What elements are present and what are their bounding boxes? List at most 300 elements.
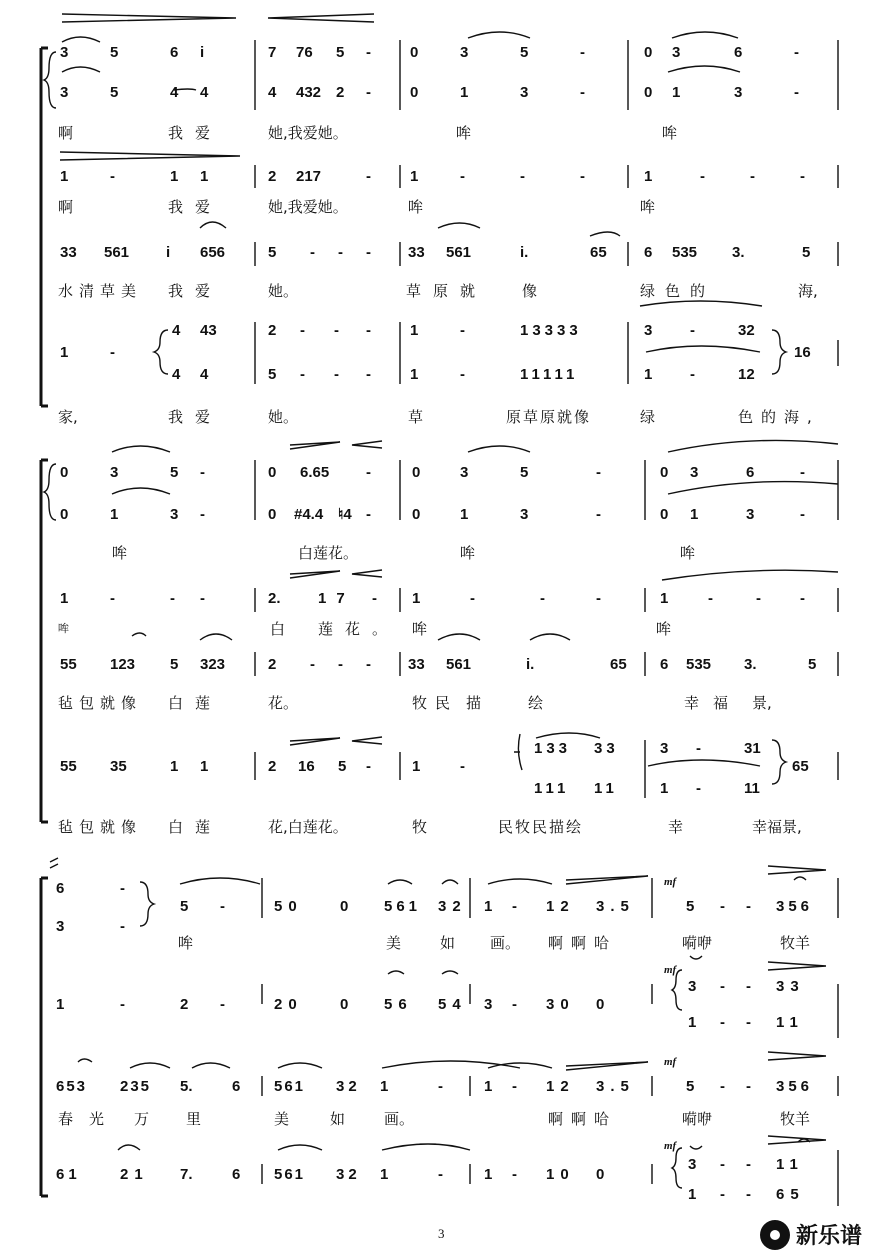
s2-melody-5: 2 bbox=[268, 656, 277, 673]
s1-bass-b2: 4 bbox=[200, 366, 209, 383]
s3-melody-11: 12 bbox=[546, 1078, 575, 1095]
lyric-line-8-d: 牧 bbox=[412, 818, 428, 836]
s3-tenor-11: 30 bbox=[546, 996, 575, 1013]
s3-bass-2: 21 bbox=[120, 1166, 149, 1183]
s1-alto-3: 4 bbox=[170, 84, 179, 101]
lyric-line-10-h: 嗬咿 bbox=[682, 1110, 713, 1128]
s3-tenor-4: - bbox=[220, 996, 225, 1013]
s1-bass-10: - bbox=[460, 322, 465, 339]
s2-alto-15: 3 bbox=[746, 506, 755, 523]
watermark-logo bbox=[760, 1219, 862, 1250]
lyric-line-2-d: 哞 bbox=[408, 198, 424, 216]
lyric-line-4-g: 色的海, bbox=[738, 408, 820, 426]
lyric-line-8-a: 毡包就像 bbox=[58, 818, 143, 836]
s1-soprano-m1-4: i bbox=[200, 44, 205, 61]
s2-bass-b5: 11 bbox=[744, 780, 760, 797]
s3-melody-7: 1 bbox=[380, 1078, 389, 1095]
s2-bass-7: 5 bbox=[338, 758, 347, 775]
s1-soprano-m4-1: 0 bbox=[644, 44, 653, 61]
lyric-line-4-f: 绿 bbox=[640, 408, 656, 426]
s3-soprano-14: - bbox=[720, 898, 725, 915]
s2-soprano-8: 0 bbox=[412, 464, 421, 481]
lyric-line-4-b: 我爱 bbox=[168, 408, 223, 426]
lyric-line-10-i: 牧羊 bbox=[780, 1110, 811, 1128]
s1-melody-16: 5 bbox=[802, 244, 811, 261]
s3-bass-14: - bbox=[720, 1156, 725, 1173]
s1-tenor-8: 1 bbox=[410, 168, 419, 185]
s3-melody-12: 3.5 bbox=[596, 1078, 635, 1095]
s2-soprano-10: 5 bbox=[520, 464, 529, 481]
s3-melody-14: - bbox=[720, 1078, 725, 1095]
s3-tenor-5: 20 bbox=[274, 996, 303, 1013]
s3-tenor-1: 1 bbox=[56, 996, 65, 1013]
s1-alto-1: 3 bbox=[60, 84, 69, 101]
lyric-line-2-b: 我爱 bbox=[168, 198, 223, 216]
dynamic-mf-2: mf bbox=[664, 964, 677, 976]
s2-bass-1: 55 bbox=[60, 758, 77, 775]
lyric-line-5-b: 白莲花。 bbox=[298, 544, 359, 562]
s2-melody-3: 5 bbox=[170, 656, 179, 673]
lyric-line-5-a: 哞 bbox=[112, 544, 128, 562]
s1-alto-10: 1 bbox=[460, 84, 469, 101]
s1-alto-16: - bbox=[794, 84, 799, 101]
s3-bass-b3: - bbox=[746, 1186, 751, 1203]
s1-soprano-m1-2: 5 bbox=[110, 44, 119, 61]
s1-bass-1: 1 bbox=[60, 344, 69, 361]
s1-tenor-11: - bbox=[580, 168, 585, 185]
s1-melody-11: i. bbox=[520, 244, 529, 261]
s1-bass-b5: - bbox=[334, 366, 339, 383]
lyric-line-7-c: 花。 bbox=[268, 694, 299, 712]
s2-soprano-2: 3 bbox=[110, 464, 119, 481]
s3-bass-b4: 65 bbox=[776, 1186, 805, 1203]
s2-alto-12: - bbox=[596, 506, 601, 523]
lyric-line-7-d: 牧民 bbox=[412, 694, 459, 712]
lyric-line-10-b: 万 bbox=[134, 1110, 150, 1128]
lyric-line-3-f: 绿色的 bbox=[640, 282, 716, 300]
s3-tenor-b2: - bbox=[720, 1014, 725, 1031]
lyric-line-6-b: 白 bbox=[270, 620, 286, 638]
s2-bass-b3: 1 bbox=[660, 780, 669, 797]
s1-bass-15: 16 bbox=[794, 344, 811, 361]
s2-alto-2: 1 bbox=[110, 506, 119, 523]
s1-alto-12: - bbox=[580, 84, 585, 101]
s2-alto-5: 0 bbox=[268, 506, 277, 523]
s2-soprano-14: 6 bbox=[746, 464, 755, 481]
s3-soprano-16: 356 bbox=[776, 898, 814, 915]
s2-tenor-10: - bbox=[540, 590, 545, 607]
s2-bass-12: 33 bbox=[594, 740, 619, 757]
s2-bass-6: 16 bbox=[298, 758, 315, 775]
s2-melody-1: 55 bbox=[60, 656, 77, 673]
s1-melody-15: 3. bbox=[732, 244, 745, 261]
s2-tenor-7: - bbox=[372, 590, 377, 607]
s3-melody-1: 653 bbox=[56, 1078, 88, 1095]
lyric-line-7-b: 白莲 bbox=[168, 694, 223, 712]
s2-melody-9: 33 bbox=[408, 656, 425, 673]
s2-tenor-14: - bbox=[756, 590, 761, 607]
s1-bass-12: 3 bbox=[644, 322, 653, 339]
s3-soprano-7: 561 bbox=[384, 898, 422, 915]
s2-soprano-7: - bbox=[366, 464, 371, 481]
lyric-line-10-g: 啊啊哈 bbox=[548, 1110, 618, 1128]
s1-melody-3: i bbox=[166, 244, 171, 261]
s2-melody-13: 6 bbox=[660, 656, 669, 673]
lyric-line-2-c: 她,我爱她。 bbox=[268, 198, 348, 216]
s2-bass-b1: 111 bbox=[534, 780, 570, 797]
lyric-line-6-e: 哞 bbox=[656, 620, 672, 638]
s2-tenor-13: - bbox=[708, 590, 713, 607]
s2-alto-3: 3 bbox=[170, 506, 179, 523]
lyric-line-3-e: 像 bbox=[522, 282, 538, 300]
s1-melody-9: 33 bbox=[408, 244, 425, 261]
s1-tenor-15: - bbox=[800, 168, 805, 185]
lyric-line-3-b: 我爱 bbox=[168, 282, 223, 300]
s3-tenor-6: 0 bbox=[340, 996, 349, 1013]
dynamic-mf-3: mf bbox=[664, 1056, 677, 1068]
s2-bass-2: 35 bbox=[110, 758, 127, 775]
s2-soprano-4: - bbox=[200, 464, 205, 481]
s2-bass-10: - bbox=[460, 758, 465, 775]
s1-tenor-7: - bbox=[366, 168, 371, 185]
s2-bass-3: 1 bbox=[170, 758, 179, 775]
lyric-line-1-d: 哞 bbox=[456, 124, 472, 142]
s3-tenor-3: 2 bbox=[180, 996, 189, 1013]
s2-tenor-6: 17 bbox=[318, 590, 355, 607]
s1-melody-13: 6 bbox=[644, 244, 653, 261]
s3-soprano-13: 5 bbox=[686, 898, 695, 915]
s1-tenor-14: - bbox=[750, 168, 755, 185]
s1-bass-4: 43 bbox=[200, 322, 217, 339]
s3-bass-3: 7. bbox=[180, 1166, 193, 1183]
s3-melody-3: 5. bbox=[180, 1078, 193, 1095]
s2-soprano-9: 3 bbox=[460, 464, 469, 481]
s1-bass-b9: 11111 bbox=[520, 366, 579, 383]
lyric-line-5-c: 哞 bbox=[460, 544, 476, 562]
s1-bass-5: 2 bbox=[268, 322, 277, 339]
s3-alto-upper-1: 3 bbox=[56, 918, 65, 935]
s1-bass-13: - bbox=[690, 322, 695, 339]
s1-bass-2: - bbox=[110, 344, 115, 361]
s3-tenor-b1: 1 bbox=[688, 1014, 697, 1031]
s1-alto-9: 0 bbox=[410, 84, 419, 101]
s2-soprano-1: 0 bbox=[60, 464, 69, 481]
s2-tenor-15: - bbox=[800, 590, 805, 607]
s3-bass-1: 61 bbox=[56, 1166, 81, 1183]
s2-tenor-5: 2. bbox=[268, 590, 281, 607]
lyric-line-6-d: 哞 bbox=[412, 620, 428, 638]
s3-bass-5: 561 bbox=[274, 1166, 306, 1183]
s3-melody-8: - bbox=[438, 1078, 443, 1095]
s3-tenor-8: 54 bbox=[438, 996, 467, 1013]
s2-alto-4: - bbox=[200, 506, 205, 523]
s2-melody-16: 5 bbox=[808, 656, 817, 673]
s1-tenor-9: - bbox=[460, 168, 465, 185]
s3-tenor-16: 33 bbox=[776, 978, 805, 995]
s3-melody-2: 235 bbox=[120, 1078, 152, 1095]
s1-bass-6: - bbox=[300, 322, 305, 339]
s1-melody-1: 33 bbox=[60, 244, 77, 261]
lyric-line-8-g: 幸福景, bbox=[752, 818, 802, 836]
s1-bass-b6: - bbox=[366, 366, 371, 383]
s3-melody-16: 356 bbox=[776, 1078, 814, 1095]
dynamic-mf-4: mf bbox=[664, 1140, 677, 1152]
s3-bass-b1: 1 bbox=[688, 1186, 697, 1203]
lyric-line-3-d: 草原就 bbox=[406, 282, 488, 300]
s3-bass-9: 1 bbox=[484, 1166, 493, 1183]
page-number: 3 bbox=[438, 1226, 445, 1241]
s3-alto-upper-2: - bbox=[120, 918, 125, 935]
s1-melody-12: 65 bbox=[590, 244, 607, 261]
s2-alto-9: 0 bbox=[412, 506, 421, 523]
s3-bass-4: 6 bbox=[232, 1166, 241, 1183]
s1-bass-b12: 12 bbox=[738, 366, 755, 383]
s1-bass-7: - bbox=[334, 322, 339, 339]
lyric-line-9-f: 嗬咿 bbox=[682, 934, 713, 952]
s3-melody-4: 6 bbox=[232, 1078, 241, 1095]
s2-soprano-12: 0 bbox=[660, 464, 669, 481]
s3-bass-13: 3 bbox=[688, 1156, 697, 1173]
s2-bass-b2: 11 bbox=[594, 780, 618, 797]
s1-bass-3: 4 bbox=[172, 322, 181, 339]
s3-tenor-10: - bbox=[512, 996, 517, 1013]
s1-tenor-1: 1 bbox=[60, 168, 69, 185]
s2-tenor-9: - bbox=[470, 590, 475, 607]
s1-tenor-4: 1 bbox=[200, 168, 209, 185]
s3-soprano-9: 1 bbox=[484, 898, 493, 915]
lyric-line-1-c: 她,我爱她。 bbox=[268, 124, 348, 142]
s1-bass-b4: - bbox=[300, 366, 305, 383]
s3-bass-10: - bbox=[512, 1166, 517, 1183]
s3-melody-10: - bbox=[512, 1078, 517, 1095]
s1-alto-6: 432 bbox=[296, 84, 322, 101]
s3-tenor-12: 0 bbox=[596, 996, 605, 1013]
s3-soprano-1: 6 bbox=[56, 880, 65, 897]
s3-tenor-9: 3 bbox=[484, 996, 493, 1013]
lyric-line-9-a: 哞 bbox=[178, 934, 194, 952]
s3-tenor-7: 56 bbox=[384, 996, 413, 1013]
s1-tenor-12: 1 bbox=[644, 168, 653, 185]
lyric-line-3-a: 水清草美 bbox=[58, 282, 143, 300]
s1-melody-8: - bbox=[366, 244, 371, 261]
s3-bass-8: - bbox=[438, 1166, 443, 1183]
s2-alto-6: #4.4 bbox=[294, 506, 324, 523]
s1-melody-10: 561 bbox=[446, 244, 472, 261]
s1-soprano-m2-1: 7 bbox=[268, 44, 277, 61]
s1-soprano-m3-1: 0 bbox=[410, 44, 419, 61]
s2-melody-10: 561 bbox=[446, 656, 472, 673]
s3-soprano-4: - bbox=[220, 898, 225, 915]
s3-tenor-b4: 11 bbox=[776, 1014, 804, 1031]
lyric-line-5-d: 哞 bbox=[680, 544, 696, 562]
lyric-line-2-e: 哞 bbox=[640, 198, 656, 216]
s1-soprano-m2-3: 5 bbox=[336, 44, 345, 61]
lyric-line-10-a: 春光 bbox=[58, 1110, 121, 1128]
s1-soprano-m1-3: 6 bbox=[170, 44, 179, 61]
s3-soprano-15: - bbox=[746, 898, 751, 915]
s2-soprano-5: 0 bbox=[268, 464, 277, 481]
s1-alto-15: 3 bbox=[734, 84, 743, 101]
lyric-line-9-g: 牧羊 bbox=[780, 934, 811, 952]
s1-melody-14: 535 bbox=[672, 244, 698, 261]
lyric-line-9-c: 如 bbox=[440, 934, 456, 952]
s1-soprano-m3-3: 5 bbox=[520, 44, 529, 61]
lyric-line-4-c: 她。 bbox=[268, 408, 299, 426]
s2-bass-b4: - bbox=[696, 780, 701, 797]
lyric-line-4-d: 草 bbox=[408, 408, 424, 426]
s1-tenor-6: 217 bbox=[296, 168, 322, 185]
lyric-line-7-g: 幸福 bbox=[684, 694, 743, 712]
s2-tenor-12: 1 bbox=[660, 590, 669, 607]
s2-melody-7: - bbox=[338, 656, 343, 673]
s1-bass-14: 32 bbox=[738, 322, 755, 339]
lyric-line-1-e: 哞 bbox=[662, 124, 678, 142]
s2-tenor-11: - bbox=[596, 590, 601, 607]
s1-melody-6: - bbox=[310, 244, 315, 261]
s1-tenor-10: - bbox=[520, 168, 525, 185]
s2-tenor-1: 1 bbox=[60, 590, 69, 607]
s3-melody-9: 1 bbox=[484, 1078, 493, 1095]
s1-bass-b8: - bbox=[460, 366, 465, 383]
lyric-line-7-h: 景, bbox=[752, 694, 772, 712]
s2-alto-11: 3 bbox=[520, 506, 529, 523]
s3-soprano-10: - bbox=[512, 898, 517, 915]
s3-tenor-b3: - bbox=[746, 1014, 751, 1031]
s3-tenor-15: - bbox=[746, 978, 751, 995]
s3-bass-11: 10 bbox=[546, 1166, 575, 1183]
s1-melody-4: 656 bbox=[200, 244, 226, 261]
s2-melody-12: 65 bbox=[610, 656, 627, 673]
s2-bass-11: 133 bbox=[534, 740, 572, 757]
s1-alto-2: 5 bbox=[110, 84, 119, 101]
s1-soprano-m4-2: 3 bbox=[672, 44, 681, 61]
s1-soprano-m2-4: - bbox=[366, 44, 371, 61]
lyric-line-1-a: 啊 bbox=[58, 124, 74, 142]
s1-bass-11: 13333 bbox=[520, 322, 582, 339]
s1-soprano-m2-2: 76 bbox=[296, 44, 313, 61]
s3-tenor-14: - bbox=[720, 978, 725, 995]
s3-bass-15: - bbox=[746, 1156, 751, 1173]
s2-bass-5: 2 bbox=[268, 758, 277, 775]
s2-bass-9: 1 bbox=[412, 758, 421, 775]
s2-tenor-4: - bbox=[200, 590, 205, 607]
s2-bass-13: 3 bbox=[660, 740, 669, 757]
s2-alto-8: - bbox=[366, 506, 371, 523]
s2-melody-8: - bbox=[366, 656, 371, 673]
lyric-line-7-e: 描 bbox=[466, 694, 482, 712]
lyric-line-2-a: 啊 bbox=[58, 198, 74, 216]
s1-melody-5: 5 bbox=[268, 244, 277, 261]
s1-soprano-m4-3: 6 bbox=[734, 44, 743, 61]
s2-bass-8: - bbox=[366, 758, 371, 775]
lyric-line-10-f: 画。 bbox=[384, 1110, 415, 1128]
lyric-line-8-f: 幸 bbox=[668, 818, 684, 836]
lyric-line-6-c: 莲花。 bbox=[318, 620, 400, 638]
s1-soprano-m3-2: 3 bbox=[460, 44, 469, 61]
s2-melody-15: 3. bbox=[744, 656, 757, 673]
s2-alto-13: 0 bbox=[660, 506, 669, 523]
lyric-line-10-c: 里 bbox=[186, 1110, 202, 1128]
s3-soprano-5: 50 bbox=[274, 898, 303, 915]
s1-alto-13: 0 bbox=[644, 84, 653, 101]
lyric-line-7-f: 绘 bbox=[528, 694, 544, 712]
lyric-line-6-a: 哞 bbox=[58, 622, 69, 635]
s3-soprano-8: 32 bbox=[438, 898, 467, 915]
s2-soprano-15: - bbox=[800, 464, 805, 481]
vinyl-disc-icon bbox=[760, 1220, 790, 1250]
s1-tenor-13: - bbox=[700, 168, 705, 185]
watermark-text: 新乐谱 bbox=[796, 1224, 863, 1249]
s2-alto-7: ♮4 bbox=[338, 506, 352, 523]
lyric-line-10-e: 如 bbox=[330, 1110, 346, 1128]
lyric-line-1-b: 我爱 bbox=[168, 124, 223, 142]
lyric-line-10-d: 美 bbox=[274, 1110, 290, 1128]
lyric-line-8-c: 花,白莲花。 bbox=[268, 818, 348, 836]
s1-bass-b3: 5 bbox=[268, 366, 277, 383]
s3-bass-16: 11 bbox=[776, 1156, 804, 1173]
s2-melody-14: 535 bbox=[686, 656, 712, 673]
s2-melody-4: 323 bbox=[200, 656, 226, 673]
s2-melody-11: i. bbox=[526, 656, 535, 673]
s2-tenor-8: 1 bbox=[412, 590, 421, 607]
s2-alto-14: 1 bbox=[690, 506, 699, 523]
s1-soprano-m4-4: - bbox=[794, 44, 799, 61]
s2-tenor-2: - bbox=[110, 590, 115, 607]
s2-bass-15: 31 bbox=[744, 740, 761, 757]
s1-bass-b7: 1 bbox=[410, 366, 419, 383]
s3-melody-15: - bbox=[746, 1078, 751, 1095]
lyric-line-9-b: 美 bbox=[386, 934, 402, 952]
s3-melody-6: 32 bbox=[336, 1078, 361, 1095]
s1-alto-4: 4 bbox=[200, 84, 209, 101]
s1-tenor-3: 1 bbox=[170, 168, 179, 185]
s3-soprano-11: 12 bbox=[546, 898, 575, 915]
s2-alto-1: 0 bbox=[60, 506, 69, 523]
s2-soprano-11: - bbox=[596, 464, 601, 481]
s3-tenor-2: - bbox=[120, 996, 125, 1013]
s2-bass-14: - bbox=[696, 740, 701, 757]
s1-alto-5: 4 bbox=[268, 84, 277, 101]
s3-soprano-2: - bbox=[120, 880, 125, 897]
s2-soprano-13: 3 bbox=[690, 464, 699, 481]
s2-bass-16: 65 bbox=[792, 758, 809, 775]
s1-bass-9: 1 bbox=[410, 322, 419, 339]
s3-soprano-12: 3.5 bbox=[596, 898, 635, 915]
lyric-line-9-e: 啊啊哈 bbox=[548, 934, 618, 952]
s2-melody-6: - bbox=[310, 656, 315, 673]
lyric-line-8-e: 民牧民描绘 bbox=[498, 818, 584, 836]
s2-soprano-3: 5 bbox=[170, 464, 179, 481]
s2-tenor-3: - bbox=[170, 590, 175, 607]
s2-bass-4: 1 bbox=[200, 758, 209, 775]
s3-soprano-3: 5 bbox=[180, 898, 189, 915]
s1-alto-8: - bbox=[366, 84, 371, 101]
s3-melody-13: 5 bbox=[686, 1078, 695, 1095]
s1-alto-11: 3 bbox=[520, 84, 529, 101]
s1-melody-7: - bbox=[338, 244, 343, 261]
s2-alto-16: - bbox=[800, 506, 805, 523]
s1-bass-b1: 4 bbox=[172, 366, 181, 383]
s1-bass-b11: - bbox=[690, 366, 695, 383]
s1-tenor-5: 2 bbox=[268, 168, 277, 185]
s1-alto-7: 2 bbox=[336, 84, 345, 101]
s3-melody-5: 561 bbox=[274, 1078, 306, 1095]
s1-bass-8: - bbox=[366, 322, 371, 339]
s3-tenor-13: 3 bbox=[688, 978, 697, 995]
lyric-line-9-d: 画。 bbox=[490, 934, 521, 952]
s1-soprano-m3-4: - bbox=[580, 44, 585, 61]
s3-bass-7: 1 bbox=[380, 1166, 389, 1183]
